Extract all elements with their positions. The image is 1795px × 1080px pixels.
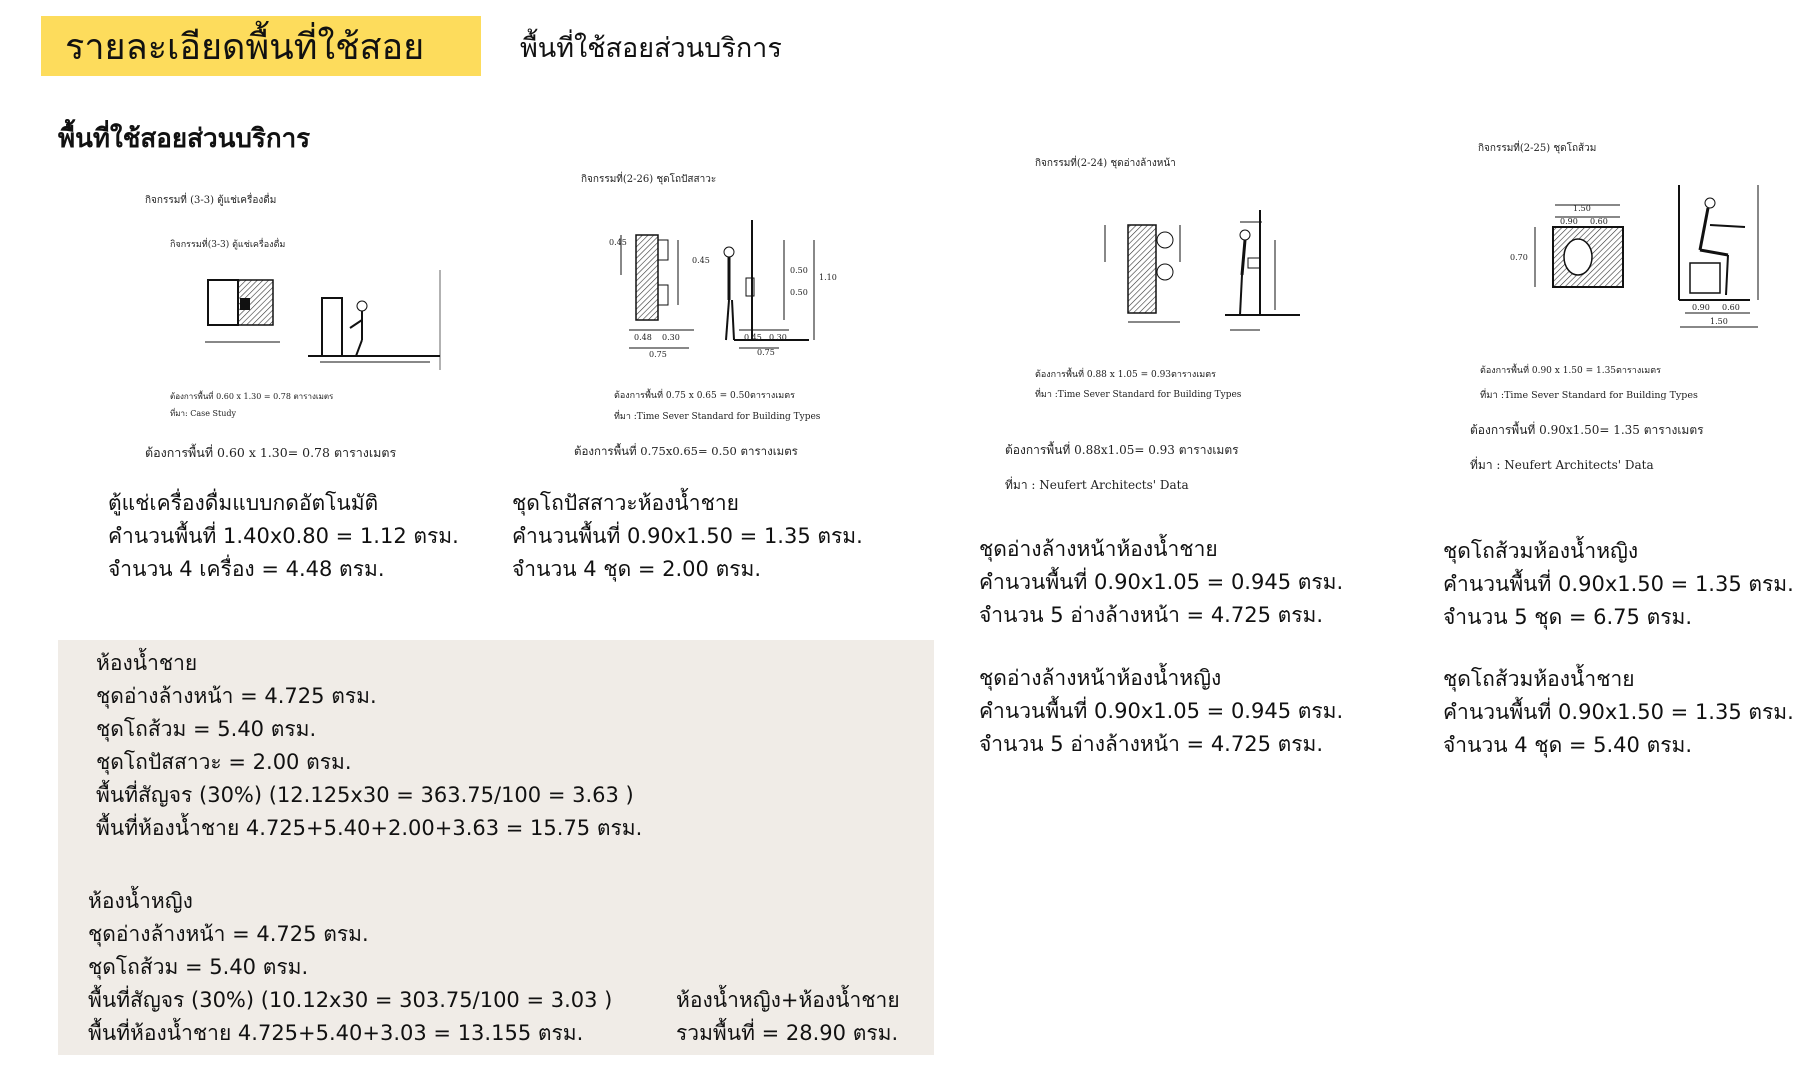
urinal-description [512,487,863,586]
dim-label: 0.30 [769,333,787,342]
figure-caption: ต้องการพื้นที่ 0.75x0.65= 0.50 ตารางเมตร [574,444,798,458]
dim-label: 0.30 [662,333,680,342]
figure-caption: ต้องการพื้นที่ 0.88x1.05= 0.93 ตารางเมตร [1005,443,1239,457]
summary-line: ห้องน้ำหญิง+ห้องน้ำชาย [676,988,900,1012]
toilet-female-description [1443,535,1794,634]
dim-label: 0.48 [634,333,652,342]
description-title: ชุดโถส้วมห้องน้ำหญิง [1443,539,1639,563]
figure-area-note: ต้องการพื้นที่ 0.60 x 1.30 = 0.78 ตารางเมตร [170,392,334,401]
figure-subheading: กิจกรรมที่(3-3) ตู้แช่เครื่องดื่ม [170,240,286,250]
description-count: จำนวน 4 ชุด = 5.40 ตรม. [1443,733,1693,757]
figure-source-note: ที่มา: Case Study [170,409,237,418]
figure-source-note: ที่มา :Time Sever Standard for Building Types [1035,390,1242,400]
dim-label: 0.75 [649,350,667,359]
figure-caption: ต้องการพื้นที่ 0.60 x 1.30= 0.78 ตารางเมตร [145,445,397,460]
figure-area-note: ต้องการพื้นที่ 0.88 x 1.05 = 0.93ตารางเมตร [1035,370,1216,380]
summary-line: ห้องน้ำหญิง [88,889,193,913]
figure-area-note: ต้องการพื้นที่ 0.75 x 0.65 = 0.50ตารางเมตร [614,391,795,401]
wash-basin-drawing [1000,180,1320,370]
dim-label: 0.70 [1510,253,1528,262]
summary-line: พื้นที่ห้องน้ำชาย 4.725+5.40+3.03 = 13.155 ตรม. [88,1021,584,1045]
figure-heading: กิจกรรมที่ (3-3) ตู้แช่เครื่องดื่ม [145,195,277,206]
figure-heading: กิจกรรมที่(2-24) ชุดอ่างล้างหน้า [1035,158,1176,169]
description-calc: คำนวนพื้นที่ 0.90x1.05 = 0.945 ตรม. [979,699,1344,723]
description-calc: คำนวนพื้นที่ 0.90x1.50 = 1.35 ตรม. [1443,700,1794,724]
dim-label: 0.90 [1692,303,1710,312]
page-title-banner [41,16,481,76]
toilet-male-description [1443,663,1794,762]
description-calc: คำนวนพื้นที่ 1.40x0.80 = 1.12 ตรม. [108,524,459,548]
summary-line: พื้นที่สัญจร (30%) (10.12x30 = 303.75/100 = 3.03 ) [88,988,613,1012]
dim-label: 0.90 [1560,217,1578,226]
page-subtitle: พื้นที่ใช้สอยส่วนบริการ [520,33,782,64]
basin-female-description [979,662,1343,761]
dim-label: 1.10 [819,273,837,282]
description-calc: คำนวนพื้นที่ 0.90x1.50 = 1.35 ตรม. [1443,572,1794,596]
basin-male-description [979,533,1343,632]
figure-heading: กิจกรรมที่(2-25) ชุดโถส้วม [1478,143,1597,154]
description-count: จำนวน 4 ชุด = 2.00 ตรม. [512,557,762,581]
dim-label: 0.60 [1722,303,1740,312]
female-restroom-summary [88,885,612,1050]
summary-line: ชุดโถส้วม = 5.40 ตรม. [96,717,317,741]
dim-label: 1.50 [1710,317,1728,326]
description-title: ชุดโถส้วมห้องน้ำชาย [1443,667,1635,691]
summary-line: ชุดอ่างล้างหน้า = 4.725 ตรม. [96,684,377,708]
description-calc: คำนวนพื้นที่ 0.90x1.05 = 0.945 ตรม. [979,570,1344,594]
figure-area-note: ต้องการพื้นที่ 0.90 x 1.50 = 1.35ตารางเมตร [1480,366,1661,376]
figure-source-note: ที่มา :Time Sever Standard for Building Types [1480,390,1698,401]
male-restroom-summary [96,647,642,845]
section-title: พื้นที่ใช้สอยส่วนบริการ [58,124,311,154]
dim-label: 1.50 [1573,204,1591,213]
urinal-drawing [574,190,839,380]
dim-label: 0.45 [744,333,762,342]
summary-line: ชุดอ่างล้างหน้า = 4.725 ตรม. [88,922,369,946]
dim-label: 0.45 [609,238,627,247]
dim-label: 0.75 [757,348,775,357]
description-count: จำนวน 5 อ่างล้างหน้า = 4.725 ตรม. [979,603,1324,627]
figure-wash-basin [1000,150,1320,500]
figure-source: ที่มา : Neufert Architects' Data [1005,478,1189,492]
summary-line: ชุดโถส้วม = 5.40 ตรม. [88,955,309,979]
description-count: จำนวน 4 เครื่อง = 4.48 ตรม. [108,557,385,581]
vending-description [108,487,459,586]
summary-line: รวมพื้นที่ = 28.90 ตรม. [676,1021,899,1045]
figure-heading: กิจกรรมที่(2-26) ชุดโถปัสสาวะ [581,174,717,185]
description-calc: คำนวนพื้นที่ 0.90x1.50 = 1.35 ตรม. [512,524,863,548]
figure-urinal [574,168,839,468]
summary-line: ห้องน้ำชาย [96,651,198,675]
description-count: จำนวน 5 ชุด = 6.75 ตรม. [1443,605,1693,629]
description-title: ชุดโถปัสสาวะห้องน้ำชาย [512,491,739,515]
summary-line: พื้นที่สัญจร (30%) (12.125x30 = 363.75/100 = 3.63 ) [96,783,634,807]
toilet-drawing [1460,165,1760,335]
dim-label: 0.60 [1590,217,1608,226]
summary-line: พื้นที่ห้องน้ำชาย 4.725+5.40+2.00+3.63 = 15.75 ตรม. [96,816,643,840]
figure-source-note: ที่มา :Time Sever Standard for Building Types [614,412,821,422]
vending-machine-drawing [140,250,450,410]
figure-vending-machine [140,185,450,465]
description-title: ตู้แช่เครื่องดื่มแบบกดอัตโนมัติ [108,491,379,515]
summary-line: ชุดโถปัสสาวะ = 2.00 ตรม. [96,750,352,774]
total-restroom-summary [676,984,900,1050]
description-title: ชุดอ่างล้างหน้าห้องน้ำชาย [979,537,1218,561]
dim-label: 0.45 [692,256,710,265]
page-title: รายละเอียดพื้นที่ใช้สอย [65,26,425,68]
figure-source: ที่มา : Neufert Architects' Data [1470,458,1654,472]
dim-label: 0.50 [790,266,808,275]
figure-caption: ต้องการพื้นที่ 0.90x1.50= 1.35 ตารางเมตร [1470,423,1704,437]
figure-toilet [1460,135,1760,480]
dim-label: 0.50 [790,288,808,297]
description-count: จำนวน 5 อ่างล้างหน้า = 4.725 ตรม. [979,732,1324,756]
description-title: ชุดอ่างล้างหน้าห้องน้ำหญิง [979,666,1222,690]
